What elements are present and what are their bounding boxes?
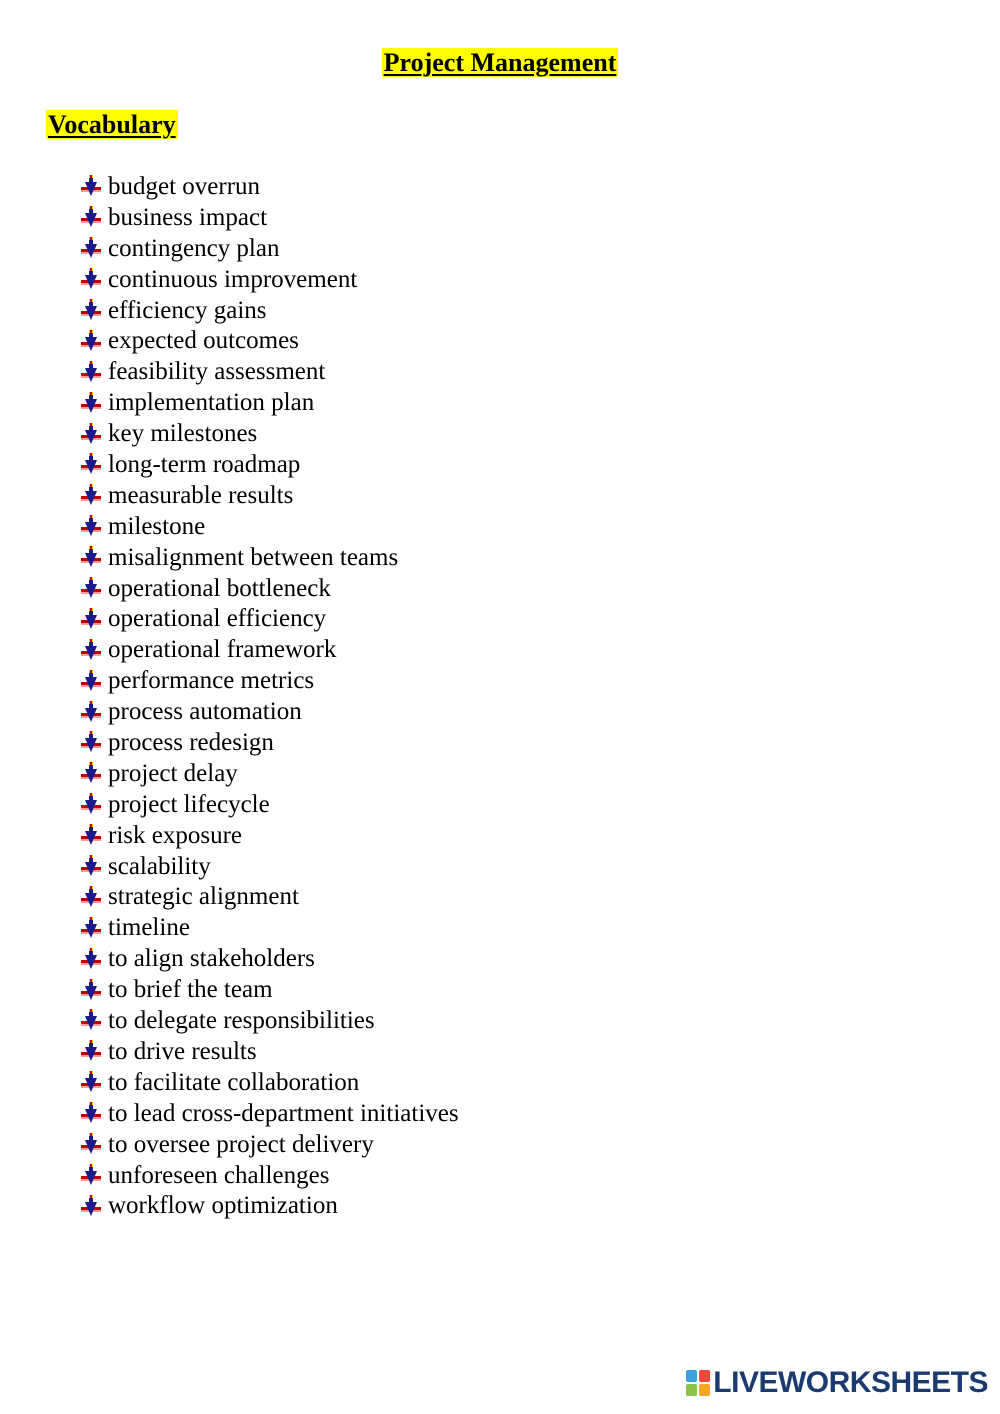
list-item [78, 666, 459, 697]
vocabulary-term: project delay [108, 759, 238, 787]
list-item [78, 852, 459, 883]
vocabulary-term: operational efficiency [108, 605, 327, 633]
arrow-down-bullet-icon [78, 916, 104, 942]
list-item [78, 1099, 459, 1130]
list-item [78, 450, 459, 481]
list-item [78, 419, 459, 450]
vocabulary-term: to align stakeholders [108, 945, 315, 973]
list-item [78, 728, 459, 759]
vocabulary-term: feasibility assessment [108, 358, 326, 386]
vocabulary-term: to facilitate collaboration [108, 1068, 360, 1096]
list-item [78, 1068, 459, 1099]
vocabulary-term: strategic alignment [108, 883, 299, 911]
arrow-down-bullet-icon [78, 174, 104, 200]
list-item [78, 1130, 459, 1161]
vocabulary-term: continuous improvement [108, 265, 358, 293]
arrow-down-bullet-icon [78, 1039, 104, 1065]
arrow-down-bullet-icon [78, 607, 104, 633]
list-item [78, 234, 459, 265]
arrow-down-bullet-icon [78, 823, 104, 849]
vocabulary-term: project lifecycle [108, 790, 270, 818]
list-item [78, 203, 459, 234]
arrow-down-bullet-icon [78, 978, 104, 1004]
vocabulary-term: unforeseen challenges [108, 1161, 330, 1189]
liveworksheets-logo-icon [685, 1369, 711, 1397]
arrow-down-bullet-icon [78, 1163, 104, 1189]
list-item [78, 635, 459, 666]
list-item [78, 296, 459, 327]
vocabulary-term: efficiency gains [108, 296, 267, 324]
arrow-down-bullet-icon [78, 360, 104, 386]
vocabulary-term: process automation [108, 698, 302, 726]
vocabulary-term: to delegate responsibilities [108, 1007, 375, 1035]
vocabulary-term: contingency plan [108, 234, 280, 262]
vocabulary-term: performance metrics [108, 667, 315, 695]
arrow-down-bullet-icon [78, 545, 104, 571]
arrow-down-bullet-icon [78, 391, 104, 417]
arrow-down-bullet-icon [78, 576, 104, 602]
list-item [78, 1161, 459, 1192]
list-item [78, 604, 459, 635]
arrow-down-bullet-icon [78, 854, 104, 880]
list-item [78, 697, 459, 728]
arrow-down-bullet-icon [78, 1101, 104, 1127]
liveworksheets-logo [685, 1366, 988, 1400]
list-item [78, 790, 459, 821]
arrow-down-bullet-icon [78, 638, 104, 664]
list-item [78, 759, 459, 790]
vocabulary-term: workflow optimization [108, 1192, 338, 1220]
arrow-down-bullet-icon [78, 761, 104, 787]
vocabulary-term: misalignment between teams [108, 543, 399, 571]
arrow-down-bullet-icon [78, 947, 104, 973]
vocabulary-term: process redesign [108, 729, 274, 757]
vocabulary-term: to oversee project delivery [108, 1130, 374, 1158]
liveworksheets-logo-text: LIVEWORKSHEETS [713, 1366, 988, 1399]
vocabulary-term: expected outcomes [108, 327, 299, 355]
list-item [78, 265, 459, 296]
vocabulary-term: long-term roadmap [108, 451, 301, 479]
arrow-down-bullet-icon [78, 1194, 104, 1220]
list-item [78, 172, 459, 203]
arrow-down-bullet-icon [78, 885, 104, 911]
arrow-down-bullet-icon [78, 514, 104, 540]
list-item [78, 574, 459, 605]
list-item [78, 882, 459, 913]
arrow-down-bullet-icon [78, 329, 104, 355]
arrow-down-bullet-icon [78, 730, 104, 756]
arrow-down-bullet-icon [78, 452, 104, 478]
list-item [78, 481, 459, 512]
page-title [0, 46, 1000, 80]
vocabulary-term: scalability [108, 852, 211, 880]
arrow-down-bullet-icon [78, 700, 104, 726]
list-item [78, 326, 459, 357]
vocabulary-list [78, 172, 459, 1222]
vocabulary-term: operational bottleneck [108, 574, 331, 602]
arrow-down-bullet-icon [78, 1132, 104, 1158]
vocabulary-term: timeline [108, 914, 190, 942]
section-heading [46, 108, 178, 142]
list-item [78, 357, 459, 388]
list-item [78, 1006, 459, 1037]
list-item [78, 944, 459, 975]
list-item [78, 388, 459, 419]
arrow-down-bullet-icon [78, 422, 104, 448]
vocabulary-term: risk exposure [108, 821, 242, 849]
arrow-down-bullet-icon [78, 298, 104, 324]
arrow-down-bullet-icon [78, 669, 104, 695]
vocabulary-term: business impact [108, 203, 268, 231]
list-item [78, 1037, 459, 1068]
vocabulary-term: measurable results [108, 481, 294, 509]
list-item [78, 512, 459, 543]
vocabulary-term: budget overrun [108, 173, 261, 200]
list-item [78, 913, 459, 944]
vocabulary-term: milestone [108, 512, 206, 540]
vocabulary-term: to drive results [108, 1037, 257, 1065]
arrow-down-bullet-icon [78, 236, 104, 262]
vocabulary-term: to brief the team [108, 976, 273, 1004]
list-item [78, 1191, 459, 1222]
vocabulary-term: operational framework [108, 636, 337, 664]
arrow-down-bullet-icon [78, 1008, 104, 1034]
arrow-down-bullet-icon [78, 267, 104, 293]
list-item [78, 975, 459, 1006]
arrow-down-bullet-icon [78, 205, 104, 231]
vocabulary-term: to lead cross-department initiatives [108, 1099, 459, 1127]
list-item [78, 543, 459, 574]
vocabulary-term: implementation plan [108, 389, 315, 417]
vocabulary-term: key milestones [108, 420, 258, 448]
page-title-text: Project Management [383, 48, 617, 77]
list-item [78, 821, 459, 852]
arrow-down-bullet-icon [78, 1070, 104, 1096]
section-heading-text: Vocabulary [48, 110, 176, 139]
arrow-down-bullet-icon [78, 483, 104, 509]
arrow-down-bullet-icon [78, 792, 104, 818]
